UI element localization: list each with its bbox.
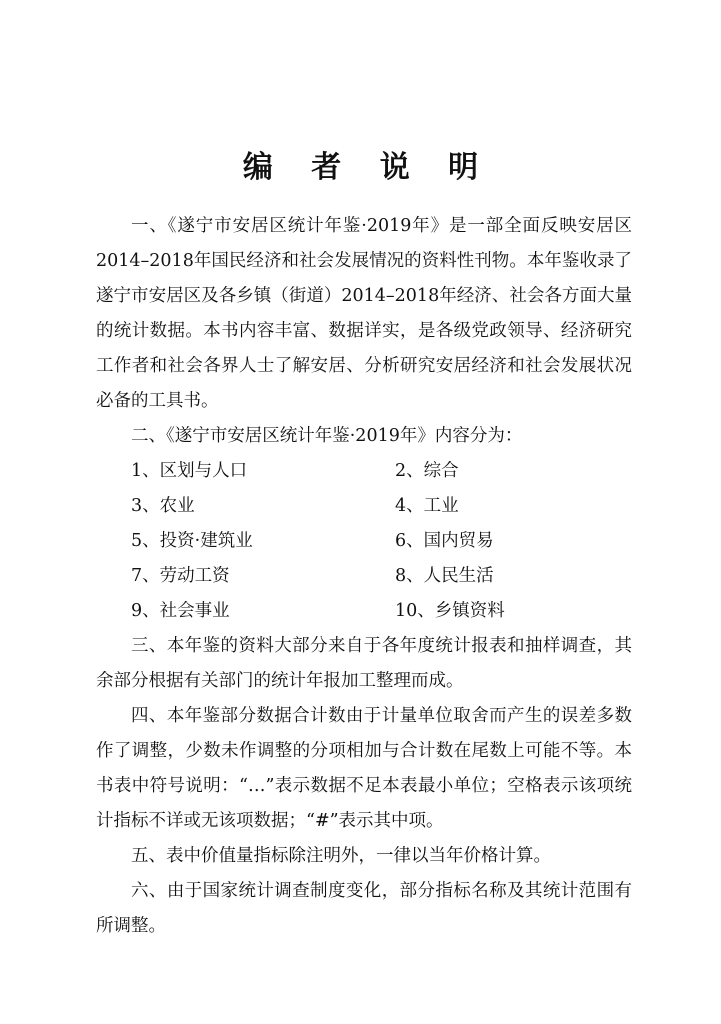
paragraph-pricing: 五、表中价值量指标除注明外，一律以当年价格计算。 — [131, 846, 551, 866]
contents-item: 5、投资·建筑业 — [131, 531, 253, 551]
contents-list — [96, 454, 632, 629]
paragraph-overview: 一、《遂宁市安居区统计年鉴·2019年》是一部全面反映安居区2014–2018年国民经济和社会发展情况的资料性刊物。本年鉴收录了遂宁市安居区及各乡镇（街道）2014–2018年经济、社会各方面大量的统计数据。本书内容丰富、数据详实，是各级党政领导、经济研究工作者和社会各界人士了解安居、分析研究安居经济和社会发展状况必备的工具书。 — [96, 216, 632, 411]
contents-item: 6、国内贸易 — [395, 531, 494, 551]
document-body — [96, 209, 632, 944]
paragraph-rounding-symbols: 四、本年鉴部分数据合计数由于计量单位取舍而产生的误差多数作了调整，少数未作调整的分项相加与合计数在尾数上可能不等。本书表中符号说明：“…”表示数据不足本表最小单位；空格表示该项统计指标不详或无该项数据；“#”表示其中项。 — [96, 706, 632, 831]
contents-item: 2、综合 — [395, 461, 459, 481]
contents-item: 7、劳动工资 — [131, 566, 230, 586]
contents-item: 1、区划与人口 — [131, 461, 248, 481]
contents-item: 10、乡镇资料 — [395, 601, 505, 621]
contents-item: 4、工业 — [395, 496, 459, 516]
contents-item: 8、人民生活 — [395, 566, 494, 586]
page-title: 编 者 说 明 — [242, 150, 493, 186]
contents-item: 9、社会事业 — [131, 601, 230, 621]
paragraph-indicator-changes: 六、由于国家统计调查制度变化，部分指标名称及其统计范围有所调整。 — [96, 881, 632, 936]
paragraph-contents-intro: 二、《遂宁市安居区统计年鉴·2019年》内容分为： — [131, 426, 523, 446]
paragraph-data-sources: 三、本年鉴的资料大部分来自于各年度统计报表和抽样调查，其余部分根据有关部门的统计年报加工整理而成。 — [96, 636, 632, 691]
contents-item: 3、农业 — [131, 496, 195, 516]
